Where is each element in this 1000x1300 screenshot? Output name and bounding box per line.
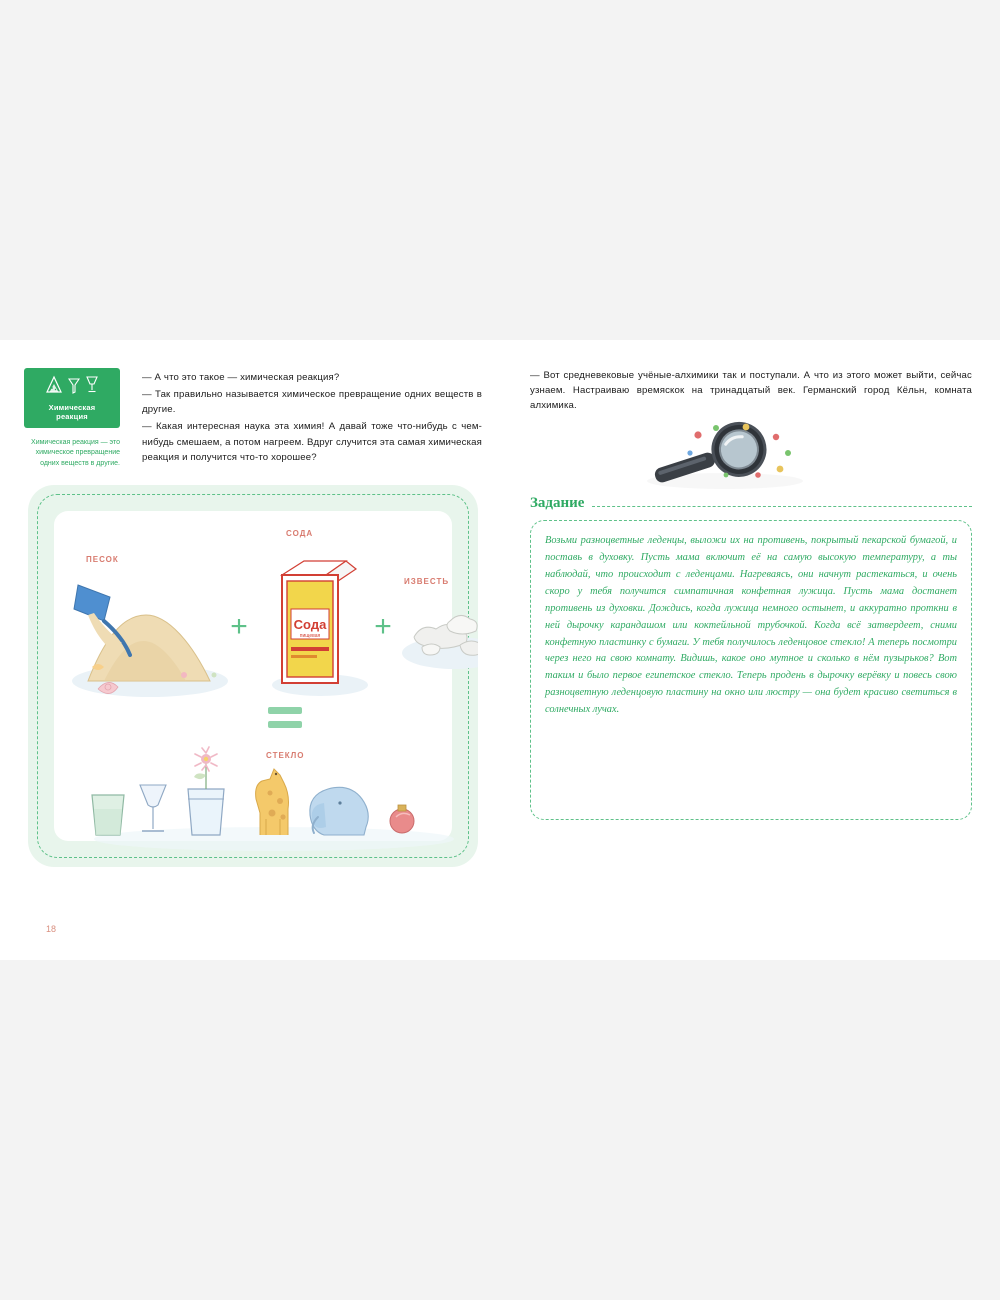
- label-sand: ПЕСОК: [86, 555, 119, 565]
- dialog-block: [142, 368, 482, 469]
- flask-icon: [45, 375, 63, 400]
- term-column: [24, 368, 132, 469]
- equals-bar-top: [268, 707, 302, 714]
- right-page: [500, 340, 1000, 960]
- dialog-line: — Так правильно называется химическое превращение одних веществ в другие.: [142, 389, 482, 416]
- term-badge: [24, 368, 120, 428]
- term-badge-label-line2: реакция: [56, 412, 88, 422]
- task-box: [530, 520, 972, 820]
- label-lime: ИЗВЕСТЬ: [404, 577, 450, 587]
- glassware-illustration: [84, 743, 478, 853]
- dialog-line: — Какая интересная наука эта химия! А давай тоже что-нибудь с чем-нибудь смешаем, а потом нагреем. Вдруг случится эта самая химическая реакция и получится что-то хорошее?: [142, 421, 482, 463]
- illustration-canvas: [54, 511, 452, 841]
- task-header: [530, 495, 972, 512]
- label-soda: СОДА: [286, 529, 314, 539]
- plus-operator-2: +: [374, 610, 392, 644]
- magnifier-illustration-wrap: [530, 419, 972, 493]
- left-page-header: [24, 368, 482, 469]
- svg-text:пищевая: пищевая: [299, 633, 321, 640]
- right-intro-block: [530, 368, 972, 413]
- left-page: [0, 340, 500, 960]
- illustration-frame: [28, 485, 478, 867]
- page-number: 18: [46, 924, 57, 934]
- svg-text:Сода: Сода: [293, 617, 327, 633]
- task-title-dashes: [592, 506, 972, 507]
- equals-bar-bottom: [268, 721, 302, 728]
- term-badge-label-line1: Химическая: [48, 403, 96, 412]
- task-title: Задание: [530, 495, 585, 512]
- funnel-icon: [68, 377, 80, 400]
- soda-box-illustration: [260, 547, 380, 707]
- magnifier-icon: [630, 419, 820, 493]
- intro-paragraph: — Вот средневековые учёные-алхимики так и поступали. А что из этого может выйти, сейчас узнаем. Настраиваю времяскок на тринадцатый век. Германский город Кёльн, комната алхимика.: [530, 370, 972, 412]
- book-spread: [0, 340, 1000, 960]
- goblet-icon: [85, 375, 99, 400]
- sand-illustration: [64, 563, 234, 713]
- label-glass: СТЕКЛО: [266, 751, 305, 761]
- term-badge-icons: [28, 374, 116, 400]
- term-badge-label: [28, 403, 116, 422]
- term-definition: Химическая реакция — это химическое превращение одних веществ в другие.: [31, 438, 120, 467]
- dialog-line: — А что это такое — химическая реакция?: [142, 372, 340, 383]
- lime-illustration: [398, 591, 478, 711]
- plus-operator-1: +: [230, 610, 248, 644]
- task-text: Возьми разноцветные леденцы, выложи их на противень, покрытый пекарской бумагой, и поставь в духовку. Пусть мама включит её на самую высокую температуру, а ты наблюдай, что происходит с леденцами. Нагреваясь, они начнут растекаться, и очень скоро у тебя получится симпатичная конфетная лужица. Пусть мама достанет противень из духовки. Дождись, когда лужица немного остынет, и аккуратно проткни в ней дырочку карандашом или коктейльной трубочкой. Когда всё затвердеет, сними конфетную пластинку с бумаги. У тебя получилось леденцовое стекло! А теперь посмотри через него на свою комнату. Видишь, какое оно мутное и сколько в нём пузырьков? Вот таким и было первое египетское стекло. Теперь продень в дырочку верёвку и повесь свою разноцветную леденцовую пластину на окно или люстру — она будет красиво светиться в солнечных лучах.: [545, 535, 957, 715]
